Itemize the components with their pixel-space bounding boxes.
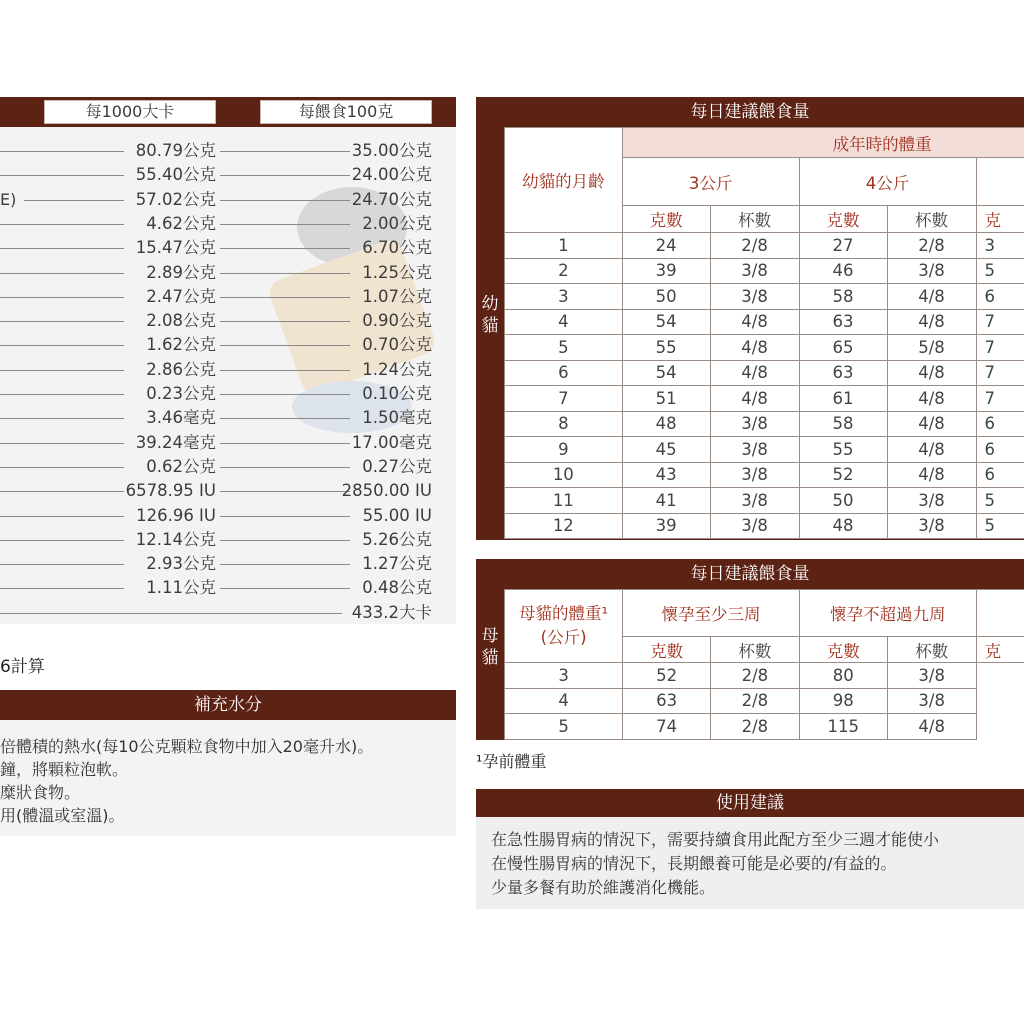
nutrition-row [0,382,456,406]
leader-line [220,321,350,322]
table-row [505,411,1024,437]
table-row [505,386,1024,412]
per-100g-header: 每餵食100克 [260,100,432,124]
table-row [505,688,1024,714]
per-100g-value: 0.48公克 [362,578,432,598]
table-row [505,513,1024,539]
grams-subheader: 克數 [799,637,887,663]
grams-4kg-cell: 27 [799,233,887,259]
per-1000kcal-value: 2.08公克 [146,311,216,331]
nutrition-row [0,163,456,187]
nutrition-row [0,358,456,382]
leader-line [220,394,350,395]
water-step-1: 倍體積的熱水(每10公克顆粒食物中加入20毫升水)。 [0,737,374,756]
kitten-age-cell: 5 [505,335,623,361]
grams-9weeks-cell: 115 [799,714,887,740]
per-1000kcal-value: 80.79公克 [135,141,216,160]
nutrition-row [0,479,456,503]
adult-weight-header: 成年時的體重 [622,128,1024,158]
per-100g-value: 6.70公克 [362,238,432,258]
grams-3kg-cell: 43 [622,462,710,488]
per-1000kcal-value: 2.89公克 [146,262,216,282]
leader-line [0,273,124,274]
nutrition-row [0,285,456,309]
table-row [505,258,1024,284]
kitten-age-cell: 6 [505,360,623,386]
grams-5kg-cell-cut: 6 [976,462,1024,488]
leader-line [220,370,350,371]
grams-3kg-cell: 48 [622,411,710,437]
kitten-age-header: 幼貓的月齡 [505,128,623,233]
leader-line [220,224,350,225]
grams-5kg-cell-cut: 5 [976,258,1024,284]
per-100g-value: 17.00毫克 [351,432,432,452]
leader-line [0,370,124,371]
cups-9weeks-cell: 4/8 [887,714,976,740]
leader-line [0,564,124,565]
cups-subheader: 杯數 [710,637,799,663]
usage-panel [476,817,1024,909]
dam-weight-cell: 5 [505,714,623,740]
weight-3kg-header: 3公斤 [622,158,799,206]
grams-5kg-cell-cut: 6 [976,437,1024,463]
cups-4kg-cell: 4/8 [887,360,976,386]
nutrient-label: E) [0,189,17,209]
blank-cell [976,663,1024,740]
per-100g-value: 0.90公克 [362,311,432,331]
leader-line [24,200,124,201]
pregnancy-9weeks-header: 懷孕不超過九周 [799,590,976,637]
per-100g-value: 35.00公克 [351,141,432,160]
grams-5kg-cell-cut: 7 [976,335,1024,361]
nutrition-row [0,236,456,260]
grams-3kg-cell: 45 [622,437,710,463]
per-100g-value: 24.00公克 [351,165,432,185]
per-100g-value: 1.07公克 [362,286,432,306]
grams-4kg-cell: 50 [799,488,887,514]
leader-line [0,321,124,322]
kitten-table-title: 每日建議餵食量 [690,102,810,122]
leader-line [0,297,124,298]
cups-4kg-cell: 4/8 [887,284,976,310]
usage-section-header [476,789,1024,817]
usage-line-2: 在慢性腸胃病的情況下，長期餵養可能是必要的/有益的。 [491,854,897,873]
dam-side-label [476,625,504,669]
per-100g-value: 5.26公克 [362,529,432,549]
cups-9weeks-cell: 3/8 [887,688,976,714]
table-row [505,462,1024,488]
grams-5kg-cell-cut: 7 [976,309,1024,335]
grams-3kg-cell: 54 [622,309,710,335]
nutrition-row [0,601,456,625]
prepregnancy-footnote: ¹孕前體重 [476,752,547,771]
per-1000kcal-value: 2.47公克 [146,286,216,306]
nutrition-row [0,261,456,285]
kitten-age-cell: 11 [505,488,623,514]
cups-3weeks-cell: 2/8 [710,688,799,714]
table-row [505,284,1024,310]
dam-weight-header [505,590,623,663]
cups-9weeks-cell: 3/8 [887,663,976,689]
leader-line [220,491,350,492]
dam-weight-unit: (公斤) [540,628,587,647]
cups-3weeks-cell: 2/8 [710,714,799,740]
leader-line [0,224,124,225]
kitten-feeding-table [504,127,1024,539]
per-1000kcal-value: 39.24毫克 [135,432,216,452]
cups-subheader: 杯數 [887,637,976,663]
per-100g-value: 2.00公克 [362,213,432,233]
per-1000kcal-header: 每1000大卡 [44,100,216,124]
leader-line [0,418,124,419]
cups-3kg-cell: 3/8 [710,488,799,514]
table-row [505,437,1024,463]
leader-line [0,175,124,176]
kitten-age-cell: 10 [505,462,623,488]
cups-4kg-cell: 2/8 [887,233,976,259]
grams-9weeks-cell: 98 [799,688,887,714]
per-1000kcal-value: 1.62公克 [146,335,216,355]
nutrition-header-bar [0,97,456,127]
water-step-2: 鐘，將顆粒泡軟。 [0,760,129,779]
grams-5kg-cell-cut: 3 [976,233,1024,259]
leader-line [220,443,350,444]
nutrition-row [0,188,456,212]
water-instructions-panel [0,720,456,836]
kitten-age-cell: 7 [505,386,623,412]
grams-3weeks-cell: 63 [623,688,711,714]
pregnancy-3weeks-header: 懷孕至少三周 [623,590,800,637]
cups-3kg-cell: 3/8 [710,462,799,488]
cups-3weeks-cell: 2/8 [710,663,799,689]
per-1000kcal-value: 3.46毫克 [146,408,216,428]
leader-line [220,540,350,541]
leader-line [220,273,350,274]
dam-weight-cell: 4 [505,688,623,714]
grams-5kg-cell-cut: 7 [976,360,1024,386]
nutrition-row [0,552,456,576]
nutrition-row [0,455,456,479]
cups-3kg-cell: 3/8 [710,258,799,284]
grams-4kg-cell: 58 [799,284,887,310]
weight-4kg-header: 4公斤 [799,158,976,206]
dam-table-title: 每日建議餵食量 [690,564,810,584]
nutrition-row [0,504,456,528]
leader-line [0,467,124,468]
dam-weight-cell: 3 [505,663,623,689]
cups-4kg-cell: 4/8 [887,386,976,412]
leader-line [0,345,124,346]
leader-line [0,394,124,395]
grams-subheader: 克數 [799,206,887,233]
water-section-header: 補充水分 [0,690,456,720]
leader-line [220,467,350,468]
leader-line [220,248,350,249]
leader-line [220,175,350,176]
water-step-3: 糜狀食物。 [0,783,81,802]
grams-3kg-cell: 39 [622,513,710,539]
calculation-note: 6計算 [0,657,45,677]
grams-subheader: 克數 [622,206,710,233]
usage-title: 使用建議 [716,793,784,813]
leader-line [0,588,124,589]
leader-line [220,151,350,152]
nutrition-row [0,406,456,430]
kitten-age-cell: 8 [505,411,623,437]
cups-3kg-cell: 3/8 [710,437,799,463]
grams-4kg-cell: 63 [799,309,887,335]
cups-3kg-cell: 4/8 [710,335,799,361]
per-100g-value: 0.27公克 [362,456,432,476]
grams-3kg-cell: 54 [622,360,710,386]
per-1000kcal-value: 4.62公克 [146,213,216,233]
dam-feeding-section [476,559,1024,740]
grams-4kg-cell: 61 [799,386,887,412]
grams-3weeks-cell: 52 [623,663,711,689]
per-1000kcal-value: 57.02公克 [135,189,216,209]
per-100g-value: 55.00 IU [362,505,432,525]
per-100g-value: 1.25公克 [362,262,432,282]
per-1000kcal-value: 1.11公克 [146,578,216,598]
kitten-age-cell: 3 [505,284,623,310]
leader-line [0,443,124,444]
nutrition-row [0,309,456,333]
leader-line [220,516,350,517]
per-1000kcal-value: 2.86公克 [146,359,216,379]
grams-subheader-cut: 克 [976,206,1024,233]
kitten-age-cell: 12 [505,513,623,539]
leader-line [220,564,350,565]
cups-3kg-cell: 3/8 [710,284,799,310]
table-row [505,360,1024,386]
grams-4kg-cell: 58 [799,411,887,437]
leader-line [0,540,124,541]
leader-line [0,516,124,517]
cups-3kg-cell: 4/8 [710,360,799,386]
kitten-side-label-text: 幼貓 [481,294,499,336]
dam-side-label-text: 母貓 [481,626,499,668]
per-1000kcal-value: 55.40公克 [135,165,216,185]
grams-3kg-cell: 51 [622,386,710,412]
cups-3kg-cell: 3/8 [710,513,799,539]
dam-feeding-table [504,589,1024,740]
table-row [505,233,1024,259]
table-row [505,488,1024,514]
table-row [505,714,1024,740]
per-1000kcal-value: 0.23公克 [146,384,216,403]
per-1000kcal-value: 6578.95 IU [125,481,216,501]
grams-3weeks-cell: 74 [623,714,711,740]
grams-4kg-cell: 52 [799,462,887,488]
grams-9weeks-cell: 80 [799,663,887,689]
grams-3kg-cell: 55 [622,335,710,361]
per-1000kcal-value: 126.96 IU [136,505,216,525]
grams-4kg-cell: 65 [799,335,887,361]
water-step-4: 用(體溫或室溫)。 [0,806,125,825]
grams-4kg-cell: 46 [799,258,887,284]
grams-4kg-cell: 63 [799,360,887,386]
nutrition-row [0,431,456,455]
cups-subheader: 杯數 [887,206,976,233]
grams-3kg-cell: 50 [622,284,710,310]
per-100g-value: 2850.00 IU [341,481,432,501]
grams-5kg-cell-cut: 5 [976,488,1024,514]
kitten-feeding-section [476,97,1024,540]
cups-4kg-cell: 3/8 [887,488,976,514]
kitten-age-cell: 1 [505,233,623,259]
cups-3kg-cell: 2/8 [710,233,799,259]
cups-4kg-cell: 4/8 [887,411,976,437]
nutrition-row [0,528,456,552]
table-row [505,663,1024,689]
per-1000kcal-value: 12.14公克 [135,529,216,549]
per-1000kcal-value: 0.62公克 [146,456,216,476]
grams-5kg-cell-cut: 6 [976,411,1024,437]
grams-3kg-cell: 39 [622,258,710,284]
per-1000kcal-value: 15.47公克 [135,238,216,258]
nutrition-row [0,139,456,163]
nutrition-row [0,212,456,236]
cups-4kg-cell: 4/8 [887,437,976,463]
per-1000kcal-value: 2.93公克 [146,554,216,574]
kitten-side-label [476,293,504,337]
cups-4kg-cell: 5/8 [887,335,976,361]
per-100g-value: 1.24公克 [362,359,432,379]
leader-line [0,151,124,152]
cups-3kg-cell: 4/8 [710,386,799,412]
nutrition-row [0,576,456,600]
cups-4kg-cell: 4/8 [887,309,976,335]
leader-line [220,345,350,346]
cups-3kg-cell: 3/8 [710,411,799,437]
cups-4kg-cell: 4/8 [887,462,976,488]
grams-3kg-cell: 24 [622,233,710,259]
kitten-age-cell: 9 [505,437,623,463]
per-100g-value: 0.70公克 [362,335,432,355]
kitten-age-cell: 4 [505,309,623,335]
cups-subheader: 杯數 [710,206,799,233]
cups-4kg-cell: 3/8 [887,513,976,539]
leader-line [0,248,124,249]
per-100g-value: 0.10公克 [362,384,432,403]
cups-4kg-cell: 3/8 [887,258,976,284]
usage-line-3: 少量多餐有助於維護消化機能。 [491,878,716,897]
grams-5kg-cell-cut: 7 [976,386,1024,412]
per-100g-value: 24.70公克 [351,189,432,209]
kitten-age-cell: 2 [505,258,623,284]
leader-line [0,613,342,614]
per-100g-value: 433.2大卡 [351,602,432,622]
cups-3kg-cell: 4/8 [710,309,799,335]
leader-line [220,297,350,298]
nutrition-row [0,333,456,357]
grams-5kg-cell-cut: 5 [976,513,1024,539]
grams-4kg-cell: 55 [799,437,887,463]
table-row [505,335,1024,361]
grams-3kg-cell: 41 [622,488,710,514]
leader-line [0,491,124,492]
grams-subheader: 克數 [623,637,711,663]
usage-line-1: 在急性腸胃病的情況下，需要持續食用此配方至少三週才能使小 [491,830,940,849]
grams-subheader-cut: 克 [976,637,1024,663]
table-row [505,309,1024,335]
leader-line [220,200,350,201]
per-100g-value: 1.50毫克 [362,408,432,428]
nutrition-values-panel [0,127,456,624]
leader-line [220,418,350,419]
leader-line [220,588,350,589]
dam-weight-label: 母貓的體重¹ [519,604,609,623]
grams-5kg-cell-cut: 6 [976,284,1024,310]
grams-4kg-cell: 48 [799,513,887,539]
per-100g-value: 1.27公克 [362,554,432,574]
